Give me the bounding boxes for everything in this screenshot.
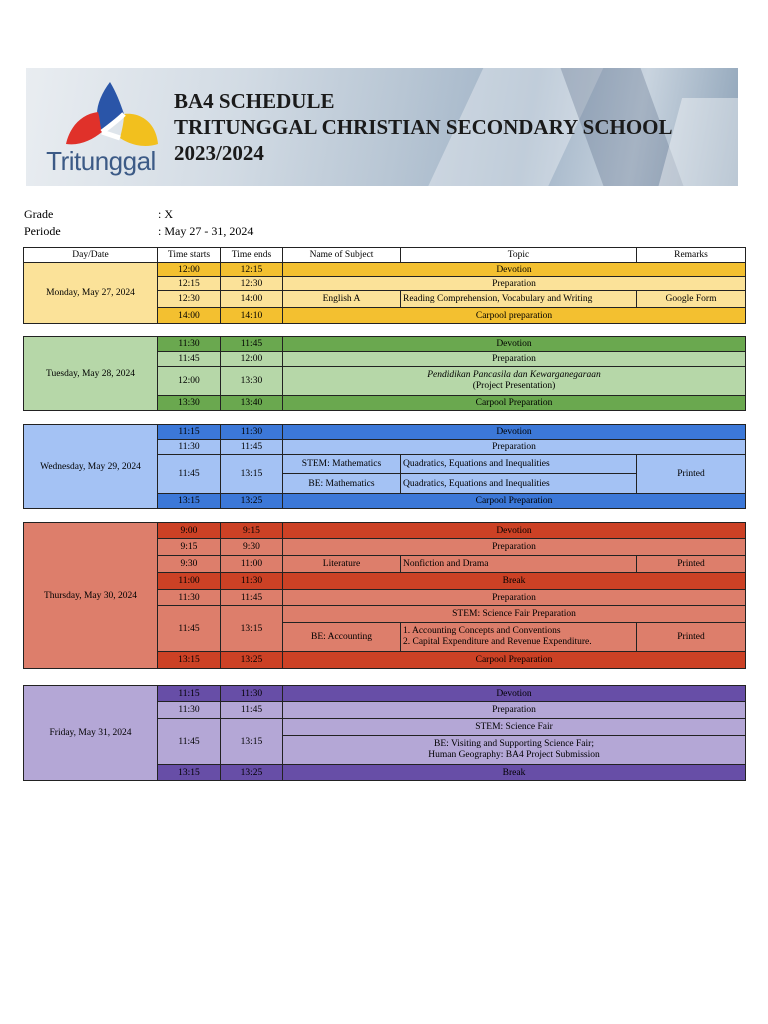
- time-start: 9:30: [158, 556, 221, 573]
- topic-text: [401, 623, 637, 652]
- period-row: [24, 224, 254, 239]
- time-start: 12:00: [158, 367, 221, 396]
- activity-cell: Devotion: [283, 337, 746, 352]
- time-end: 12:00: [221, 352, 283, 367]
- remarks-text: Printed: [637, 455, 746, 494]
- time-start: 11:00: [158, 573, 221, 590]
- activity-cell: Carpool Preparation: [283, 494, 746, 509]
- time-end: 11:30: [221, 686, 283, 702]
- time-end: 13:15: [221, 719, 283, 765]
- topic-line: 2. Capital Expenditure and Revenue Expenditure.: [403, 637, 592, 647]
- table-row: [24, 337, 746, 352]
- time-end: 11:30: [221, 425, 283, 440]
- time-end: 11:00: [221, 556, 283, 573]
- table-row: [24, 263, 746, 277]
- time-end: 9:15: [221, 523, 283, 539]
- activity-cell: Devotion: [283, 263, 746, 277]
- title-line-3: 2023/2024: [174, 141, 264, 165]
- grade-value: : X: [158, 207, 173, 221]
- time-end: 11:45: [221, 590, 283, 606]
- time-start: 13:15: [158, 494, 221, 509]
- activity-cell: Devotion: [283, 425, 746, 440]
- time-end: 13:15: [221, 455, 283, 494]
- time-end: 11:45: [221, 702, 283, 719]
- subject-name: STEM: Mathematics: [283, 455, 401, 474]
- time-start: 9:15: [158, 539, 221, 556]
- time-start: 11:30: [158, 440, 221, 455]
- subject-name: BE: Mathematics: [283, 474, 401, 494]
- time-start: 9:00: [158, 523, 221, 539]
- day-date-cell: Friday, May 31, 2024: [24, 686, 158, 781]
- activity-cell: STEM: Science Fair: [283, 719, 746, 736]
- topic-text: Reading Comprehension, Vocabulary and Writing: [401, 291, 637, 308]
- column-header: Remarks: [637, 248, 746, 263]
- activity-cell: Preparation: [283, 590, 746, 606]
- activity-cell: Break: [283, 573, 746, 590]
- time-end: 12:15: [221, 263, 283, 277]
- table-row: [24, 425, 746, 440]
- table-row: [24, 686, 746, 702]
- activity-cell: Preparation: [283, 277, 746, 291]
- activity-cell: STEM: Science Fair Preparation: [283, 606, 746, 623]
- time-end: 13:40: [221, 396, 283, 411]
- day-date-cell: Monday, May 27, 2024: [24, 263, 158, 324]
- grade-row: [24, 207, 173, 222]
- table-row: [24, 248, 746, 263]
- time-start: 11:15: [158, 686, 221, 702]
- time-start: 11:45: [158, 606, 221, 652]
- time-start: 11:30: [158, 702, 221, 719]
- time-start: 11:45: [158, 352, 221, 367]
- activity-cell: [283, 736, 746, 765]
- activity-cell: Preparation: [283, 539, 746, 556]
- time-start: 11:15: [158, 425, 221, 440]
- day-schedule-table: [23, 522, 746, 669]
- grade-label: Grade: [24, 207, 54, 221]
- activity-cell: Carpool Preparation: [283, 652, 746, 669]
- column-header: Time starts: [158, 248, 221, 263]
- column-header: Time ends: [221, 248, 283, 263]
- period-value: : May 27 - 31, 2024: [158, 224, 254, 238]
- column-header: Day/Date: [24, 248, 158, 263]
- subject-name: Pendidikan Pancasila dan Kewarganegaraan: [427, 370, 601, 380]
- day-date-cell: Wednesday, May 29, 2024: [24, 425, 158, 509]
- time-end: 11:45: [221, 337, 283, 352]
- time-end: 13:15: [221, 606, 283, 652]
- topic-text: Nonfiction and Drama: [401, 556, 637, 573]
- topic-text: (Project Presentation): [472, 381, 556, 391]
- subject-name: English A: [283, 291, 401, 308]
- day-schedule-table: [23, 336, 746, 411]
- column-header: Name of Subject: [283, 248, 401, 263]
- subject-name: Literature: [283, 556, 401, 573]
- remarks-text: Google Form: [637, 291, 746, 308]
- header-banner: [26, 68, 738, 186]
- time-start: 11:30: [158, 337, 221, 352]
- time-start: 14:00: [158, 308, 221, 324]
- time-end: 13:25: [221, 494, 283, 509]
- time-start: 11:45: [158, 455, 221, 494]
- topic-text: Quadratics, Equations and Inequalities: [401, 455, 637, 474]
- day-date-cell: Tuesday, May 28, 2024: [24, 337, 158, 411]
- time-end: 13:30: [221, 367, 283, 396]
- activity-cell: Preparation: [283, 702, 746, 719]
- time-end: 12:30: [221, 277, 283, 291]
- time-start: 13:15: [158, 765, 221, 781]
- time-end: 11:30: [221, 573, 283, 590]
- day-schedule-table: [23, 424, 746, 509]
- time-start: 13:15: [158, 652, 221, 669]
- period-label: Periode: [24, 224, 61, 238]
- remarks-text: Printed: [637, 556, 746, 573]
- time-start: 13:30: [158, 396, 221, 411]
- title-line-2: TRITUNGGAL CHRISTIAN SECONDARY SCHOOL: [174, 115, 673, 139]
- activity-cell: Carpool preparation: [283, 308, 746, 324]
- time-start: 12:30: [158, 291, 221, 308]
- page-title: [174, 88, 673, 166]
- day-schedule-table: [23, 247, 746, 324]
- logo-text: Tritunggal: [46, 146, 156, 176]
- activity-cell: [283, 367, 746, 396]
- activity-line: Human Geography: BA4 Project Submission: [428, 750, 600, 760]
- activity-line: BE: Visiting and Supporting Science Fair;: [434, 739, 594, 749]
- activity-cell: Preparation: [283, 440, 746, 455]
- time-end: 11:45: [221, 440, 283, 455]
- table-row: [24, 523, 746, 539]
- time-start: 12:15: [158, 277, 221, 291]
- subject-name: BE: Accounting: [283, 623, 401, 652]
- column-header: Topic: [401, 248, 637, 263]
- activity-cell: Preparation: [283, 352, 746, 367]
- title-line-1: BA4 SCHEDULE: [174, 89, 335, 113]
- activity-cell: Devotion: [283, 523, 746, 539]
- remarks-text: Printed: [637, 623, 746, 652]
- day-date-cell: Thursday, May 30, 2024: [24, 523, 158, 669]
- time-start: 12:00: [158, 263, 221, 277]
- time-end: 14:00: [221, 291, 283, 308]
- topic-text: Quadratics, Equations and Inequalities: [401, 474, 637, 494]
- activity-cell: Carpool Preparation: [283, 396, 746, 411]
- time-end: 9:30: [221, 539, 283, 556]
- time-start: 11:30: [158, 590, 221, 606]
- time-start: 11:45: [158, 719, 221, 765]
- time-end: 13:25: [221, 765, 283, 781]
- topic-line: 1. Accounting Concepts and Conventions: [403, 626, 561, 636]
- time-end: 14:10: [221, 308, 283, 324]
- day-schedule-table: [23, 685, 746, 781]
- time-end: 13:25: [221, 652, 283, 669]
- activity-cell: Break: [283, 765, 746, 781]
- activity-cell: Devotion: [283, 686, 746, 702]
